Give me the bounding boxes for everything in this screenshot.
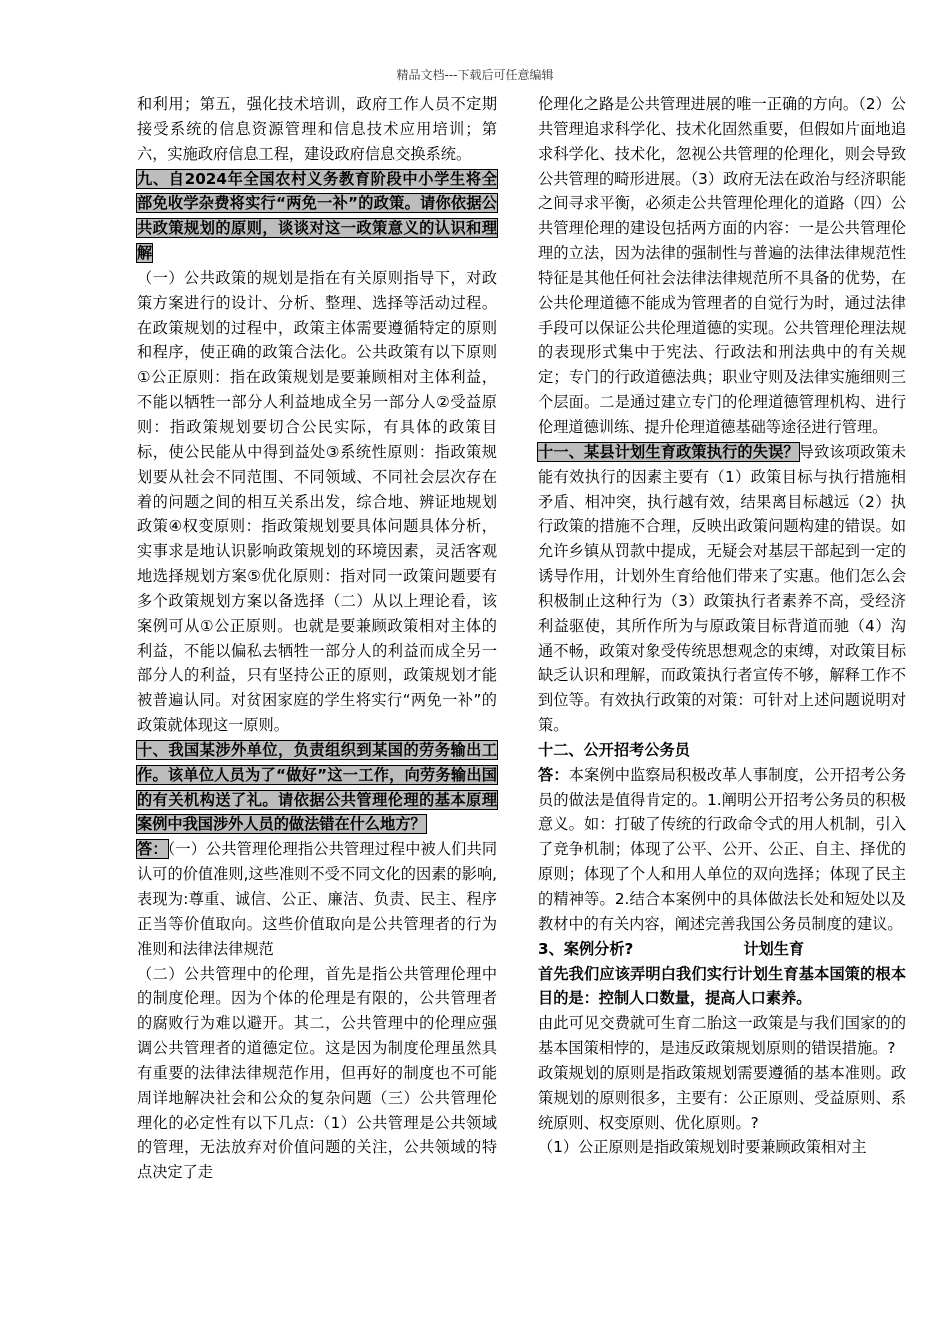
paragraph: 伦理化之路是公共管理进展的唯一正确的方向。（2）公共管理追求科学化、技术化固然重要，但假如片面地追求科学化、技术化，忽视公共管理的伦理化，则会导致公共管理的畸形进展。（3）政府无法在政治与经济职能之间寻求平衡，必须走公共管理伦理化的道路（四）公共管理伦理的建设包括两方面的内容：一是公共管理伦理的立法，因为法律的强制性与普遍的法律法律规范性特征是其他任何社会法律法律规范所不具备的优势，在公共伦理道德不能成为管理者的自觉行为时，通过法律手段可以保证公共伦理道德的实现。公共管理伦理法规的表现形式集中于宪法、行政法和刑法典中的有关规定；专门的行政道德法典；职业守则及法律实施细则三个层面。二是通过建立专门的伦理道德管理机构、进行伦理道德训练、提升伦理道德基础等途径进行管理。 xyxy=(538,95,906,436)
bold-paragraph: 首先我们应该弄明白我们实行计划生育基本国策的根本目的是：控制人口数量，提高人口素养。 xyxy=(538,964,906,1008)
answer-label: 答： xyxy=(137,840,168,859)
paragraph: 政策规划的原则是指政策规划需要遵循的基本准则。政策规划的原则很多，主要有：公正原则、受益原则、系统原则、权变原则、优化原则。? xyxy=(538,1063,906,1132)
case-analysis-title: 3、案例分析? xyxy=(538,939,634,958)
case-analysis-topic: 计划生育 xyxy=(743,939,805,958)
left-column xyxy=(137,92,497,1185)
answer-text: 导致该项政策未能有效执行的因素主要有（1）政策目标与执行措施相矛盾、相冲突，执行越有效，结果离目标越远（2）执行政策的措施不合理，反映出政策问题构建的错误。如允许乡镇从罚款中提成，无疑会对基层干部起到一定的诱导作用，计划外生育给他们带来了实惠。他们怎么会积极制止这种行为（3）政策执行者素养不高，受经济利益驱使，其所作所为与原政策目标背道而驰（4）沟通不畅，政策对象受传统思想观念的束缚，对政策目标缺乏认识和理解，而政策执行者宣传不够，解释工作不到位等。有效执行政策的对策：可针对上述问题说明对策。 xyxy=(538,442,907,735)
paragraph xyxy=(137,837,497,961)
paragraph xyxy=(538,440,906,738)
right-column xyxy=(538,92,906,1160)
answer-text: （一）公共管理伦理指公共管理过程中被人们共同认可的价值准则,这些准则不受不同文化的因素的影响,表现为:尊重、诚信、公正、廉洁、负责、民主、程序正当等价值取向。这些价值取向是公共管理者的行为准则和法律法律规范 xyxy=(137,840,498,958)
page-header: 精品文档---下载后可任意编辑 xyxy=(396,68,554,82)
case-analysis-heading xyxy=(538,937,906,962)
paragraph: （一）公共政策的规划是指在有关原则指导下，对政策方案进行的设计、分析、整理、选择等活动过程。在政策规划的过程中，政策主体需要遵循特定的原则和程序，使正确的政策合法化。公共政策有以下原则①公正原则：指在政策规划是要兼顾相对主体利益，不能以牺牲一部分人利益地成全另一部分人②受益原则：指政策规划要切合公民实际，有具体的政策目标，使公民能从中得到益处③系统性原则：指政策规划要从社会不同范围、不同领域、不同社会层次存在着的问题之间的相互关系出发，综合地、辨证地规划政策④权变原则：指政策规划要具体问题具体分析，实事求是地认识影响政策规划的环境因素，灵活客观地选择规划方案⑤优化原则：指对同一政策问题要有多个政策规划方案以备选择（二）从以上理论看，该案例可从①公正原则。也就是要兼顾政策相对主体的利益，不能以偏私去牺牲一部分人的利益而成全另一部分人的利益，只有坚持公正的原则，政策规划才能被普遍认同。对贫困家庭的学生将实行“两免一补”的政策就体现这一原则。 xyxy=(137,268,497,735)
answer-text: 本案例中监察局积极改革人事制度，公开招考公务员的做法是值得肯定的。1.阐明公开招考公务员的积极意义。如：打破了传统的行政命令式的用人机制，引入了竞争机制；体现了公平、公开、公正、自主、择优的原则；体现了个人和用人单位的双向选择；体现了民主的精神等。2.结合本案例中的具体做法长处和短处以及教材中的有关内容，阐述完善我国公务员制度的建议。 xyxy=(538,765,907,933)
highlighted-heading: 十、我国某涉外单位，负责组织到某国的劳务输出工作。该单位人员为了“做好”这一工作，向劳务输出国的有关机构送了礼。请依据公共管理伦理的基本原理案例中我国涉外人员的做法错在什么地方？ xyxy=(137,740,497,834)
paragraph: （二）公共管理中的伦理，首先是指公共管理伦理中的制度伦理。因为个体的伦理是有限的，公共管理者的腐败行为难以避开。其二，公共管理中的伦理应强调公共管理者的道德定位。这是因为制度伦理虽然具有重要的法律法律规范作用，但再好的制度也不可能周详地解决社会和公众的复杂问题（三）公共管理伦理化的必定性有以下几点:（1）公共管理是公共领域的管理，无法放弃对价值问题的关注，公共领域的特点决定了走 xyxy=(137,964,497,1182)
paragraph: 和利用；第五，强化技术培训，政府工作人员不定期接受系统的信息资源管理和信息技术应用培训；第六，实施政府信息工程，建设政府信息交换系统。 xyxy=(137,95,497,163)
paragraph: 由此可见交费就可生育二胎这一政策是与我们国家的的基本国策相悖的，是违反政策规划原则的错误措施。? xyxy=(538,1014,906,1058)
highlighted-heading: 九、自2024年全国农村义务教育阶段中小学生将全部免收学杂费将实行“两免一补”的政策。请你依据公共政策规划的原则，谈谈对这一政策意义的认识和理解 xyxy=(137,169,497,263)
question-heading-11: 十一、某县计划生育政策执行的失误？ xyxy=(538,442,799,461)
question-heading-12: 十二、公开招考公务员 xyxy=(538,740,690,759)
paragraph xyxy=(538,763,906,937)
answer-label: 答： xyxy=(538,765,569,784)
question-heading-9 xyxy=(137,167,497,266)
paragraph: （1）公正原则是指政策规划时要兼顾政策相对主 xyxy=(538,1138,867,1157)
question-heading-10 xyxy=(137,738,497,837)
